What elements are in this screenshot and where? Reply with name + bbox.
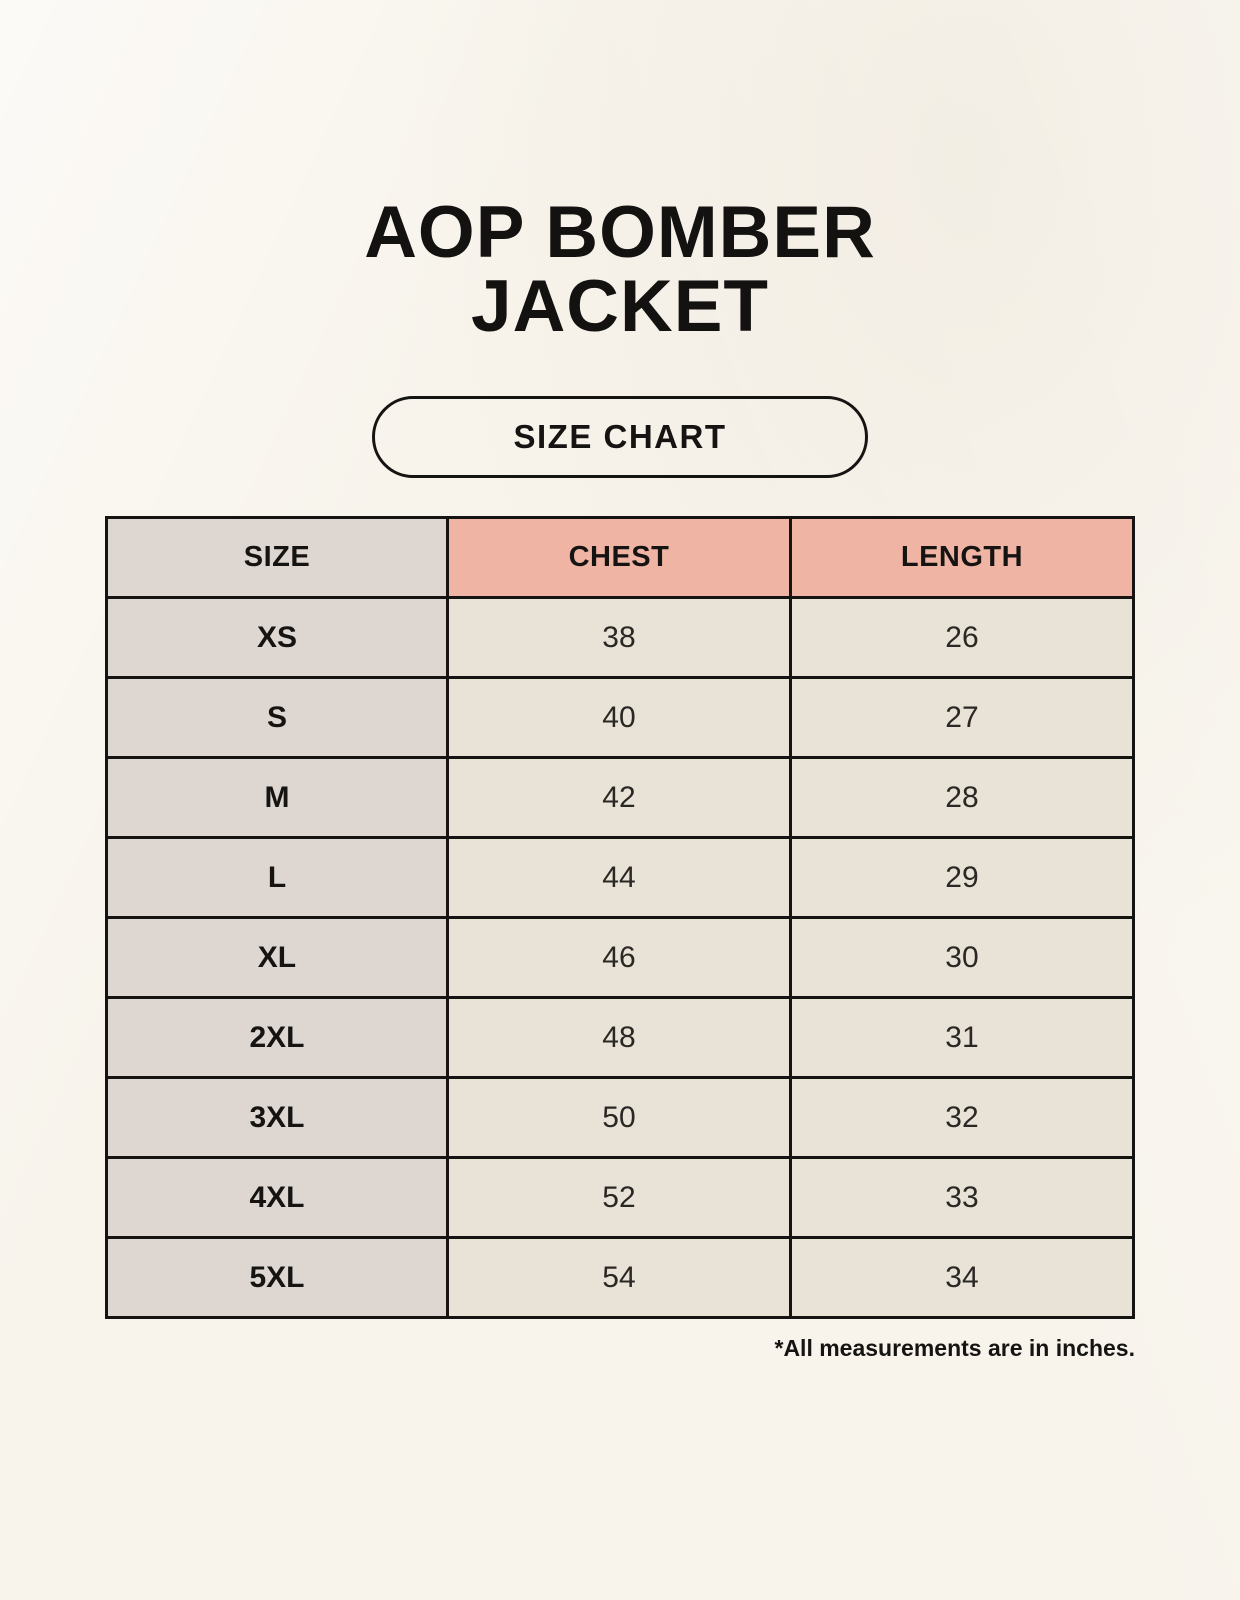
table-row	[107, 758, 1134, 838]
column-header-length: LENGTH	[790, 518, 1133, 598]
measurement-value-cell: 42	[447, 758, 790, 838]
table-row	[107, 998, 1134, 1078]
measurement-value-cell: 33	[790, 1158, 1133, 1238]
measurement-value-cell: 27	[790, 678, 1133, 758]
size-label-cell: 3XL	[107, 1078, 448, 1158]
measurements-footnote: *All measurements are in inches.	[774, 1335, 1135, 1361]
measurement-value-cell: 46	[447, 918, 790, 998]
size-label-cell: 5XL	[107, 1238, 448, 1318]
measurement-value-cell: 30	[790, 918, 1133, 998]
measurement-value-cell: 50	[447, 1078, 790, 1158]
size-label-cell: M	[107, 758, 448, 838]
page-title-line1: AOP BOMBER	[364, 192, 876, 273]
table-row	[107, 1078, 1134, 1158]
table-row	[107, 1238, 1134, 1318]
table-row	[107, 598, 1134, 678]
size-label-cell: XL	[107, 918, 448, 998]
measurement-value-cell: 38	[447, 598, 790, 678]
table-row	[107, 918, 1134, 998]
measurement-value-cell: 52	[447, 1158, 790, 1238]
size-label-cell: 2XL	[107, 998, 448, 1078]
measurement-value-cell: 48	[447, 998, 790, 1078]
table-row	[107, 838, 1134, 918]
size-chart-pill	[372, 396, 868, 478]
measurement-value-cell: 44	[447, 838, 790, 918]
measurement-value-cell: 26	[790, 598, 1133, 678]
measurement-value-cell: 40	[447, 678, 790, 758]
measurement-value-cell: 28	[790, 758, 1133, 838]
measurement-value-cell: 29	[790, 838, 1133, 918]
measurement-value-cell: 32	[790, 1078, 1133, 1158]
measurement-value-cell: 31	[790, 998, 1133, 1078]
size-label-cell: 4XL	[107, 1158, 448, 1238]
page-title	[0, 192, 1240, 347]
page-title-line2: JACKET	[470, 266, 770, 347]
measurement-value-cell: 54	[447, 1238, 790, 1318]
table-row	[107, 678, 1134, 758]
column-header-chest: CHEST	[447, 518, 790, 598]
size-table-body	[107, 598, 1134, 1318]
size-label-cell: S	[107, 678, 448, 758]
measurement-value-cell: 34	[790, 1238, 1133, 1318]
size-table	[105, 516, 1135, 1319]
size-chart-pill-label: SIZE CHART	[513, 418, 727, 455]
table-row	[107, 1158, 1134, 1238]
column-header-size: SIZE	[107, 518, 448, 598]
table-header-row	[107, 518, 1134, 598]
size-label-cell: XS	[107, 598, 448, 678]
size-label-cell: L	[107, 838, 448, 918]
